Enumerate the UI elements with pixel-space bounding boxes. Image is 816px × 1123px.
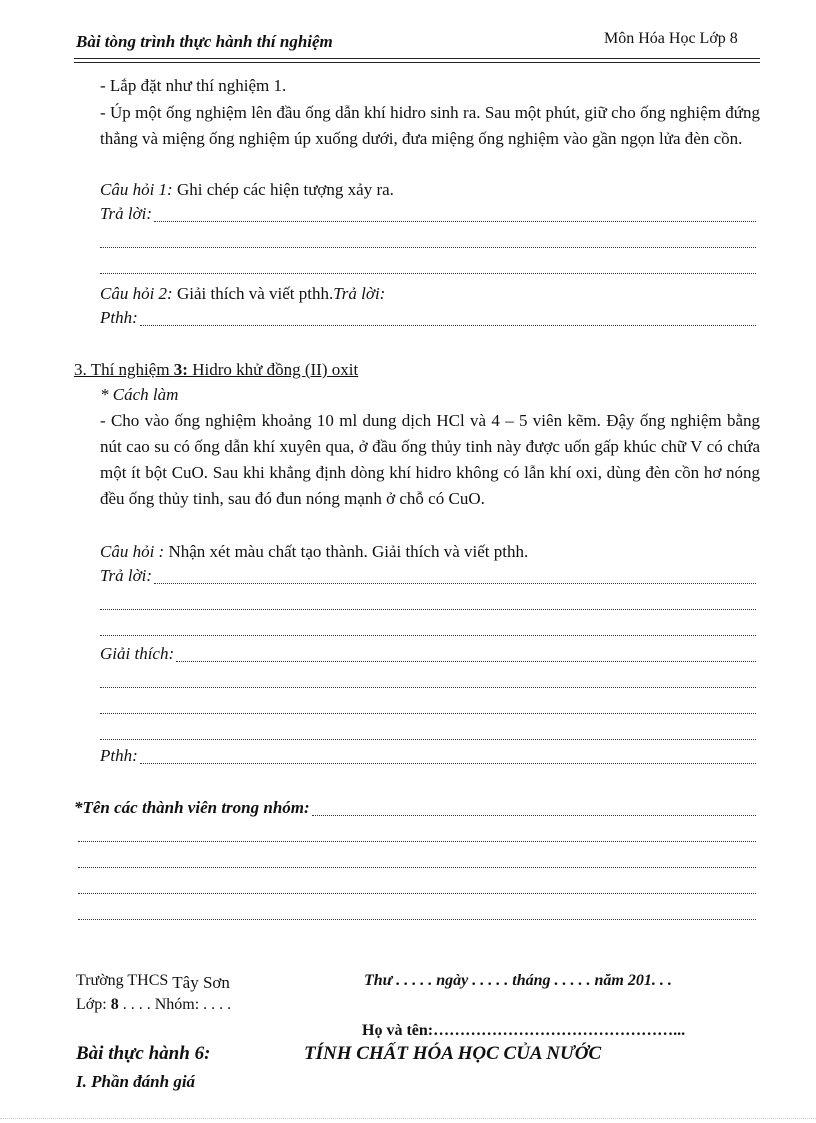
question-2-label: Câu hỏi 2:	[100, 284, 173, 303]
class-value: 8	[110, 996, 119, 1013]
header-rule-thick	[74, 58, 760, 59]
exp3-question	[100, 542, 528, 562]
school-line	[76, 970, 230, 990]
name-dots: ………………………………………...	[433, 1022, 686, 1039]
question-1-label: Câu hỏi 1:	[100, 180, 173, 199]
school-prefix: Trường THCS	[76, 972, 173, 989]
exp2-question-1	[100, 180, 394, 200]
question-2-text: Giải thích và viết pthh.	[172, 284, 334, 303]
exp3-question-text: Nhận xét màu chất tạo thành. Giải thích và viết pthh.	[164, 542, 529, 561]
exp2-answer-line-3[interactable]	[100, 260, 756, 276]
header-rule-thin	[74, 62, 760, 63]
exp3-answer-line-2[interactable]	[100, 596, 756, 612]
members-line-2[interactable]	[78, 828, 756, 844]
header-left-title: Bài tòng trình thực hành thí nghiệm	[76, 32, 333, 51]
section-heading: I. Phần đánh giá	[76, 1072, 196, 1091]
members-line-1[interactable]	[74, 798, 756, 818]
exp3-method-label: * Cách làm	[100, 385, 179, 404]
pthh-label: Pthh:	[100, 308, 138, 327]
name-line	[362, 1022, 685, 1040]
exp3-pthh-line[interactable]	[100, 746, 756, 766]
exp3-explain-line-2[interactable]	[100, 674, 756, 690]
exp2-pthh-line[interactable]	[100, 308, 756, 328]
exp2-question-2	[100, 284, 385, 304]
exp3-explain-line-3[interactable]	[100, 700, 756, 716]
exp2-answer-line-2[interactable]	[100, 234, 756, 250]
exp3-question-label: Câu hỏi :	[100, 542, 165, 561]
exp3-answer-line-1[interactable]	[100, 566, 756, 586]
exp2-step-1: - Lắp đặt như thí nghiệm 1.	[100, 76, 287, 95]
exp2-step-2: - Úp một ống nghiệm lên đầu ống dẫn khí hidro sinh ra. Sau một phút, giữ cho ống nghiệm đứng thẳng và miệng ống nghiệm úp xuống dưới, đưa miệng ống nghiệm vào gần ngọn lửa đèn cồn.	[100, 103, 760, 148]
school-name: Tây Sơn	[172, 973, 230, 992]
exp3-procedure: - Cho vào ống nghiệm khoảng 10 ml dung dịch HCl và 4 – 5 viên kẽm. Đậy ống nghiệm bằng nút cao su có ống dẫn khí xuyên qua, ở đầu ống thủy tinh này được uốn gấp khúc chữ V có chứa một ít bột CuO. Sau khi khẳng định dòng khí hidro không có lẫn khí oxi, dùng đèn cồn hơ nóng đều ống thủy tinh, sau đó đun nóng mạnh ở chỗ có CuO.	[100, 411, 760, 508]
exp3-pthh-label: Pthh:	[100, 746, 138, 765]
exp3-heading-bold: 3:	[173, 360, 188, 379]
group-text: . . . . Nhóm: . . . .	[118, 996, 232, 1013]
exp3-explain-label: Giải thích:	[100, 644, 175, 663]
exp3-explain-line-4[interactable]	[100, 726, 756, 742]
lesson-label: Bài thực hành 6:	[76, 1043, 211, 1064]
exp3-answer-line-3[interactable]	[100, 622, 756, 638]
date-line: Thư . . . . . ngày . . . . . tháng . . . . . năm 201. . .	[364, 972, 672, 989]
class-line	[76, 996, 231, 1014]
members-line-3[interactable]	[78, 854, 756, 870]
exp2-answer-line-1[interactable]	[100, 204, 756, 224]
exp3-heading	[74, 360, 358, 380]
question-2-answer-label: Trả lời:	[333, 284, 386, 303]
class-label: Lớp:	[76, 996, 111, 1013]
exp3-answer-label: Trả lời:	[100, 566, 153, 585]
exp3-heading-num: 3. Thí nghiệm	[74, 360, 174, 379]
name-label: Họ và tên:	[362, 1022, 434, 1039]
members-line-4[interactable]	[78, 880, 756, 896]
question-1-text: Ghi chép các hiện tượng xảy ra.	[172, 180, 394, 199]
header-right-title: Môn Hóa Học Lớp 8	[604, 30, 738, 47]
exp3-explain-line-1[interactable]	[100, 644, 756, 664]
answer-label: Trả lời:	[100, 204, 153, 223]
exp3-heading-rest: Hidro khử đồng (II) oxit	[187, 360, 359, 379]
members-label: *Tên các thành viên trong nhóm:	[74, 798, 310, 817]
members-line-5[interactable]	[78, 906, 756, 922]
lesson-title: TÍNH CHẤT HÓA HỌC CỦA NƯỚC	[304, 1043, 602, 1064]
page-edge	[0, 1118, 816, 1119]
